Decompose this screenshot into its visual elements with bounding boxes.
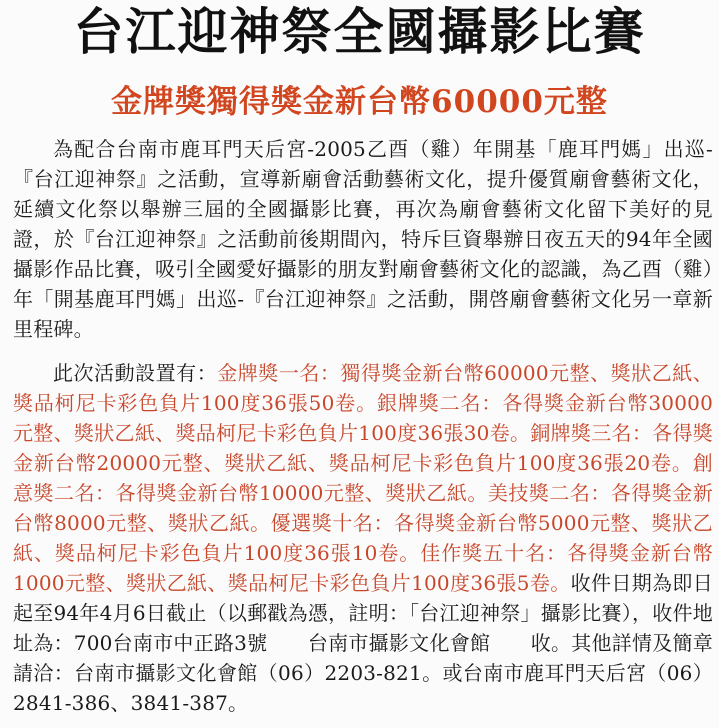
paragraph-prizes — [13, 358, 713, 718]
prizes-lead: 此次活動設置有： — [53, 361, 218, 385]
subheadline: 金牌獎獨得獎金新台幣60000元整 — [111, 84, 608, 120]
prizes-list: 金牌獎一名：獨得獎金新台幣60000元整、獎狀乙紙、獎品柯尼卡彩色負片100度36張50卷。銀牌獎二名：各得獎金新台幣30000元整、獎狀乙紙、獎品柯尼卡彩色負片100度36張30卷。銅牌獎三名：各得獎金新台幣20000元整、獎狀乙紙、獎品柯尼卡彩色負片100度36張20卷。創意獎二名：各得獎金新台幣10000元整、獎狀乙紙。美技獎二名：各得獎金新台幣8000元整、獎狀乙紙。優選獎十名：各得獎金新台幣5000元整、獎狀乙紙、獎品柯尼卡彩色負片100度36張10卷。佳作獎五十名：各得獎金新台幣1000元整、獎狀乙紙、獎品柯尼卡彩色負片100度36張5卷。 — [13, 361, 713, 595]
headline: 台江迎神祭全國攝影比賽 — [73, 3, 646, 61]
article-body — [13, 134, 713, 718]
submission-info: 收件日期為即日起至94年4月6日截止（以郵戳為憑，註明：「台江迎神祭」攝影比賽），收件地址為：700台南市中正路3號 台南市攝影文化會館 收。其他詳情及簡章請洽：台南市攝影文化會館（06）2203-821。或台南市鹿耳門天后宮（06）2841-386、3841-387。 — [13, 571, 713, 715]
paragraph-intro: 為配合台南市鹿耳門天后宮-2005乙酉（雞）年開基「鹿耳門媽」出巡-『台江迎神祭』之活動，宣導新廟會活動藝術文化，提升優質廟會藝術文化，延續文化祭以舉辦三屆的全國攝影比賽，再次為廟會藝術文化留下美好的見證，於『台江迎神祭』之活動前後期間內，特斥巨資舉辦日夜五天的94年全國攝影作品比賽，吸引全國愛好攝影的朋友對廟會藝術文化的認識，為乙酉（雞）年「開基鹿耳門媽」出巡-『台江迎神祭』之活動，開啓廟會藝術文化另一章新里程碑。 — [13, 137, 713, 341]
